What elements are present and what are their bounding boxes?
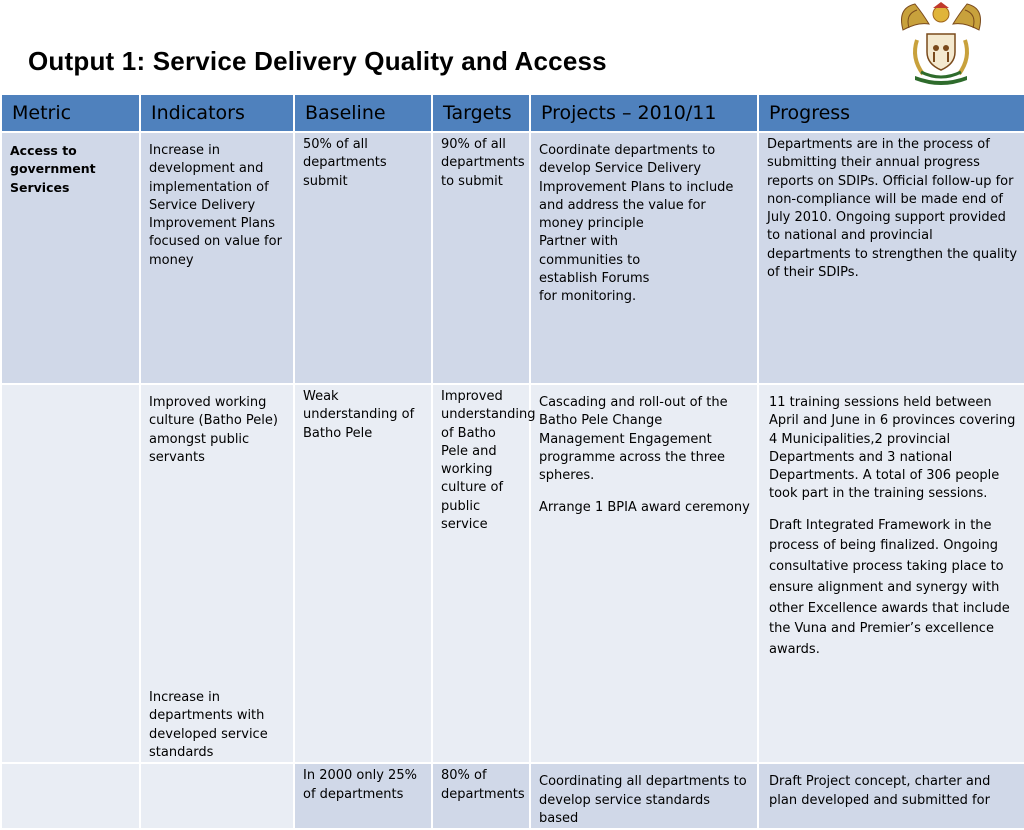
header-indicators: Indicators	[140, 94, 294, 132]
indicator-text: Increase in departments with developed service standards	[149, 690, 268, 761]
cell-targets: 80% of departments	[432, 763, 530, 829]
header-baseline: Baseline	[294, 94, 432, 132]
cell-targets: 90% of all departments to submit	[432, 132, 530, 384]
table-row	[1, 132, 1024, 384]
project-text: Coordinate departments to develop Service Delivery Improvement Plans to include and address the value for money principle	[539, 143, 734, 232]
progress-text: Draft Integrated Framework in the process of being finalized. Ongoing consultative process taking place to ensure alignment and synergy with other Excellence awards that include the Vuna and Premier’s excellence awards.	[769, 517, 1010, 657]
header-targets: Targets	[432, 94, 530, 132]
cell-baseline: In 2000 only 25% of departments	[294, 763, 432, 829]
coat-of-arms-logo	[893, 0, 989, 86]
cell-projects: Coordinating all departments to develop service standards based	[530, 763, 758, 829]
table-row	[1, 384, 1024, 763]
progress-text: 11 training sessions held between April and June in 6 provinces covering 4 Municipalities,2 provincial Departments and 3 national Departments. A total of 306 people took part in the training sessions.	[769, 395, 1016, 502]
cell-baseline: 50% of all departments submit	[294, 132, 432, 384]
header-metric: Metric	[1, 94, 140, 132]
cell-projects	[530, 132, 758, 384]
cell-baseline: Weak understanding of Batho Pele	[294, 384, 432, 763]
project-text: Partner with communities to establish Forums for monitoring.	[539, 234, 650, 305]
cell-metric: Access to government Services	[1, 132, 140, 384]
cell-projects	[530, 384, 758, 763]
project-text: Cascading and roll-out of the Batho Pele Change Management Engagement programme across the three spheres.	[539, 395, 728, 484]
cell-metric	[1, 384, 140, 763]
cell-progress	[758, 384, 1024, 763]
cell-progress: Draft Project concept, charter and plan developed and submitted for	[758, 763, 1024, 829]
header-progress: Progress	[758, 94, 1024, 132]
header-projects: Projects – 2010/11	[530, 94, 758, 132]
cell-metric	[1, 763, 140, 829]
slide-title: Output 1: Service Delivery Quality and Access	[28, 46, 607, 76]
cell-targets: Improved understanding of Batho Pele and working culture of public service	[432, 384, 530, 763]
cell-indicators	[140, 763, 294, 829]
cell-progress: Departments are in the process of submitting their annual progress reports on SDIPs. Official follow-up for non-compliance will be made end of July 2010. Ongoing support provided to national and provincial departments to strengthen the quality of their SDIPs.	[758, 132, 1024, 384]
cell-indicators: Increase in development and implementation of Service Delivery Improvement Plans focused on value for money	[140, 132, 294, 384]
indicator-text: Improved working culture (Batho Pele) amongst public servants	[149, 395, 278, 465]
table-row	[1, 763, 1024, 829]
cell-indicators	[140, 384, 294, 763]
table-header-row	[1, 94, 1024, 132]
project-text: Arrange 1 BPIA award ceremony	[539, 500, 750, 516]
service-delivery-table	[0, 93, 1024, 830]
